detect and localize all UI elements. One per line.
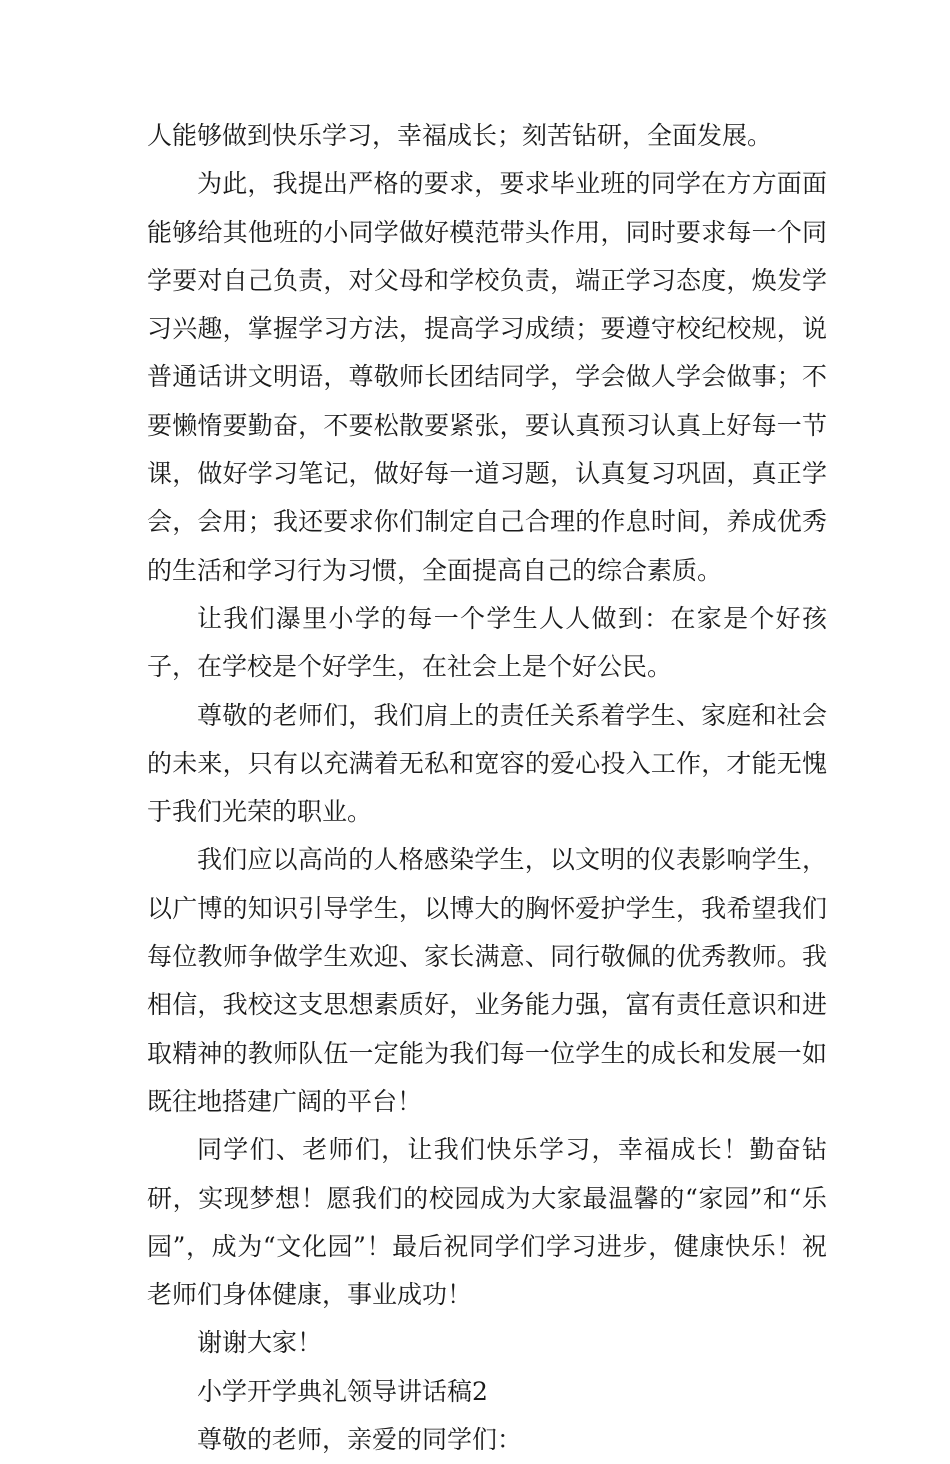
paragraph-good-citizen: 让我们瀑里小学的每一个学生人人做到：在家是个好孩子，在学校是个好学生，在社会上是个好公民。 — [147, 603, 827, 682]
paragraph-requirements: 为此，我提出严格的要求，要求毕业班的同学在方方面面能够给其他班的小同学做好模范带头作用，同时要求每一个同学要对自己负责，对父母和学校负责，端正学习态度，焕发学习兴趣，掌握学习方法，提高学习成绩；要遵守校纪校规，说普通话讲文明语，尊敬师长团结同学，学会做人学会做事；不要懒惰要勤奋，不要松散要紧张，要认真预习认真上好每一节课，做好学习笔记，做好每一道习题，认真复习巩固，真正学会，会用；我还要求你们制定自己合理的作息时间，养成优秀的生活和学习行为习惯，全面提高自己的综合素质。 — [147, 169, 827, 585]
paragraph-continuation: 人能够做到快乐学习，幸福成长；刻苦钻研，全面发展。 — [147, 121, 773, 150]
paragraph-teachers-responsibility: 尊敬的老师们，我们肩上的责任关系着学生、家庭和社会的未来，只有以充满着无私和宽容的爱心投入工作，才能无愧于我们光荣的职业。 — [147, 700, 827, 827]
document-body — [147, 112, 827, 1464]
section-title: 小学开学典礼领导讲话稿2 — [197, 1376, 488, 1406]
paragraph-thanks: 谢谢大家！ — [197, 1328, 323, 1358]
paragraph-teacher-expectations: 我们应以高尚的人格感染学生，以文明的仪表影响学生，以广博的知识引导学生，以博大的胸怀爱护学生，我希望我们每位教师争做学生欢迎、家长满意、同行敬佩的优秀教师。我相信，我校这支思想素质好，业务能力强，富有责任意识和进取精神的教师队伍一定能为我们每一位学生的成长和发展一如既往地搭建广阔的平台！ — [147, 845, 827, 1116]
salutation: 尊敬的老师，亲爱的同学们： — [197, 1425, 523, 1455]
paragraph-closing-wishes: 同学们、老师们，让我们快乐学习，幸福成长！勤奋钻研，实现梦想！愿我们的校园成为大家最温馨的“家园”和“乐园”，成为“文化园”！最后祝同学们学习进步，健康快乐！祝老师们身体健康，事业成功！ — [147, 1135, 827, 1310]
